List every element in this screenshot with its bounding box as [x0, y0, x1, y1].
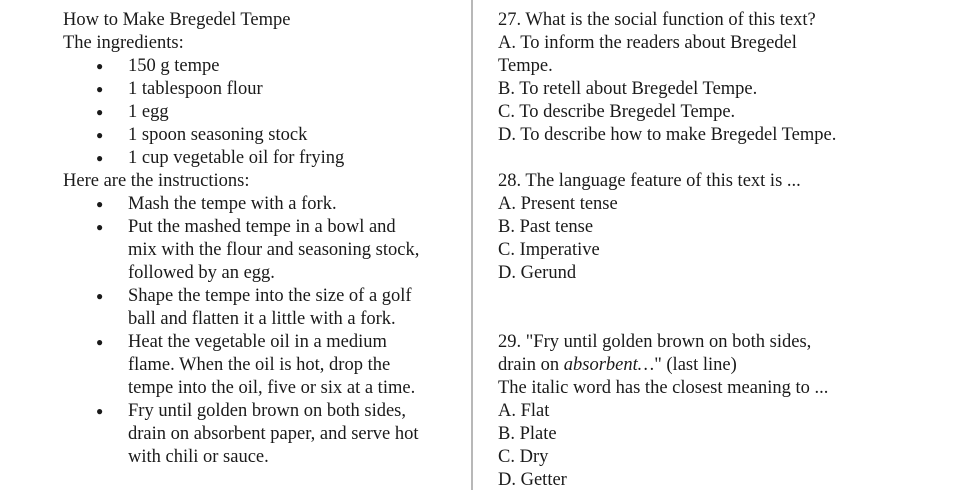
questions-column — [498, 9, 953, 492]
option-b: B. To retell about Bregedel Tempe. — [498, 79, 758, 99]
question-text-prompt: The italic word has the closest meaning to ... — [498, 378, 829, 398]
option-b: B. Past tense — [498, 217, 594, 237]
ingredients-list — [63, 55, 463, 170]
question-27 — [498, 9, 953, 147]
instruction-item: ● Fry until golden brown on both sides, drain on absorbent paper, and serve hot with chili or sauce. — [63, 400, 463, 469]
option-c: C. Imperative — [498, 240, 600, 260]
option-a: A. To inform the readers about Bregedel — [498, 33, 797, 53]
question-text-quote: drain on absorbent…" (last line) — [498, 355, 737, 375]
instruction-item: ● Put the mashed tempe in a bowl and mix with the flour and seasoning stock, followed by an egg. — [63, 216, 463, 285]
ingredient-item: ● 1 spoon seasoning stock — [63, 124, 463, 147]
question-text: 28. The language feature of this text is ... — [498, 171, 801, 191]
question-text: 29. "Fry until golden brown on both sides, — [498, 332, 812, 352]
ingredient-item: ● 1 tablespoon flour — [63, 78, 463, 101]
instruction-item: ● Heat the vegetable oil in a medium flame. When the oil is hot, drop the tempe into the oil, five or six at a time. — [63, 331, 463, 400]
ingredients-heading: The ingredients: — [63, 33, 184, 53]
option-a: A. Flat — [498, 401, 550, 421]
option-d: D. Gerund — [498, 263, 577, 283]
option-d: D. To describe how to make Bregedel Tempe. — [498, 125, 837, 145]
question-28 — [498, 170, 953, 285]
question-29 — [498, 331, 953, 492]
spacer — [498, 285, 953, 331]
column-divider — [471, 0, 473, 490]
question-text: 27. What is the social function of this text? — [498, 10, 816, 30]
option-a: A. Present tense — [498, 194, 618, 214]
option-c: C. Dry — [498, 447, 549, 467]
option-a-continued: Tempe. — [498, 56, 553, 76]
instruction-item: ● Shape the tempe into the size of a golf ball and flatten it a little with a fork. — [63, 285, 463, 331]
instructions-list — [63, 193, 463, 469]
recipe-title: How to Make Bregedel Tempe — [63, 10, 291, 30]
option-d: D. Getter — [498, 470, 567, 490]
italic-word: absorbent… — [563, 355, 655, 375]
instructions-heading: Here are the instructions: — [63, 171, 250, 191]
recipe-column — [63, 9, 463, 469]
instruction-item: ● Mash the tempe with a fork. — [63, 193, 463, 216]
ingredient-item: ● 150 g tempe — [63, 55, 463, 78]
option-c: C. To describe Bregedel Tempe. — [498, 102, 736, 122]
option-b: B. Plate — [498, 424, 557, 444]
ingredient-item: ● 1 egg — [63, 101, 463, 124]
spacer — [498, 147, 953, 170]
ingredient-item: ● 1 cup vegetable oil for frying — [63, 147, 463, 170]
